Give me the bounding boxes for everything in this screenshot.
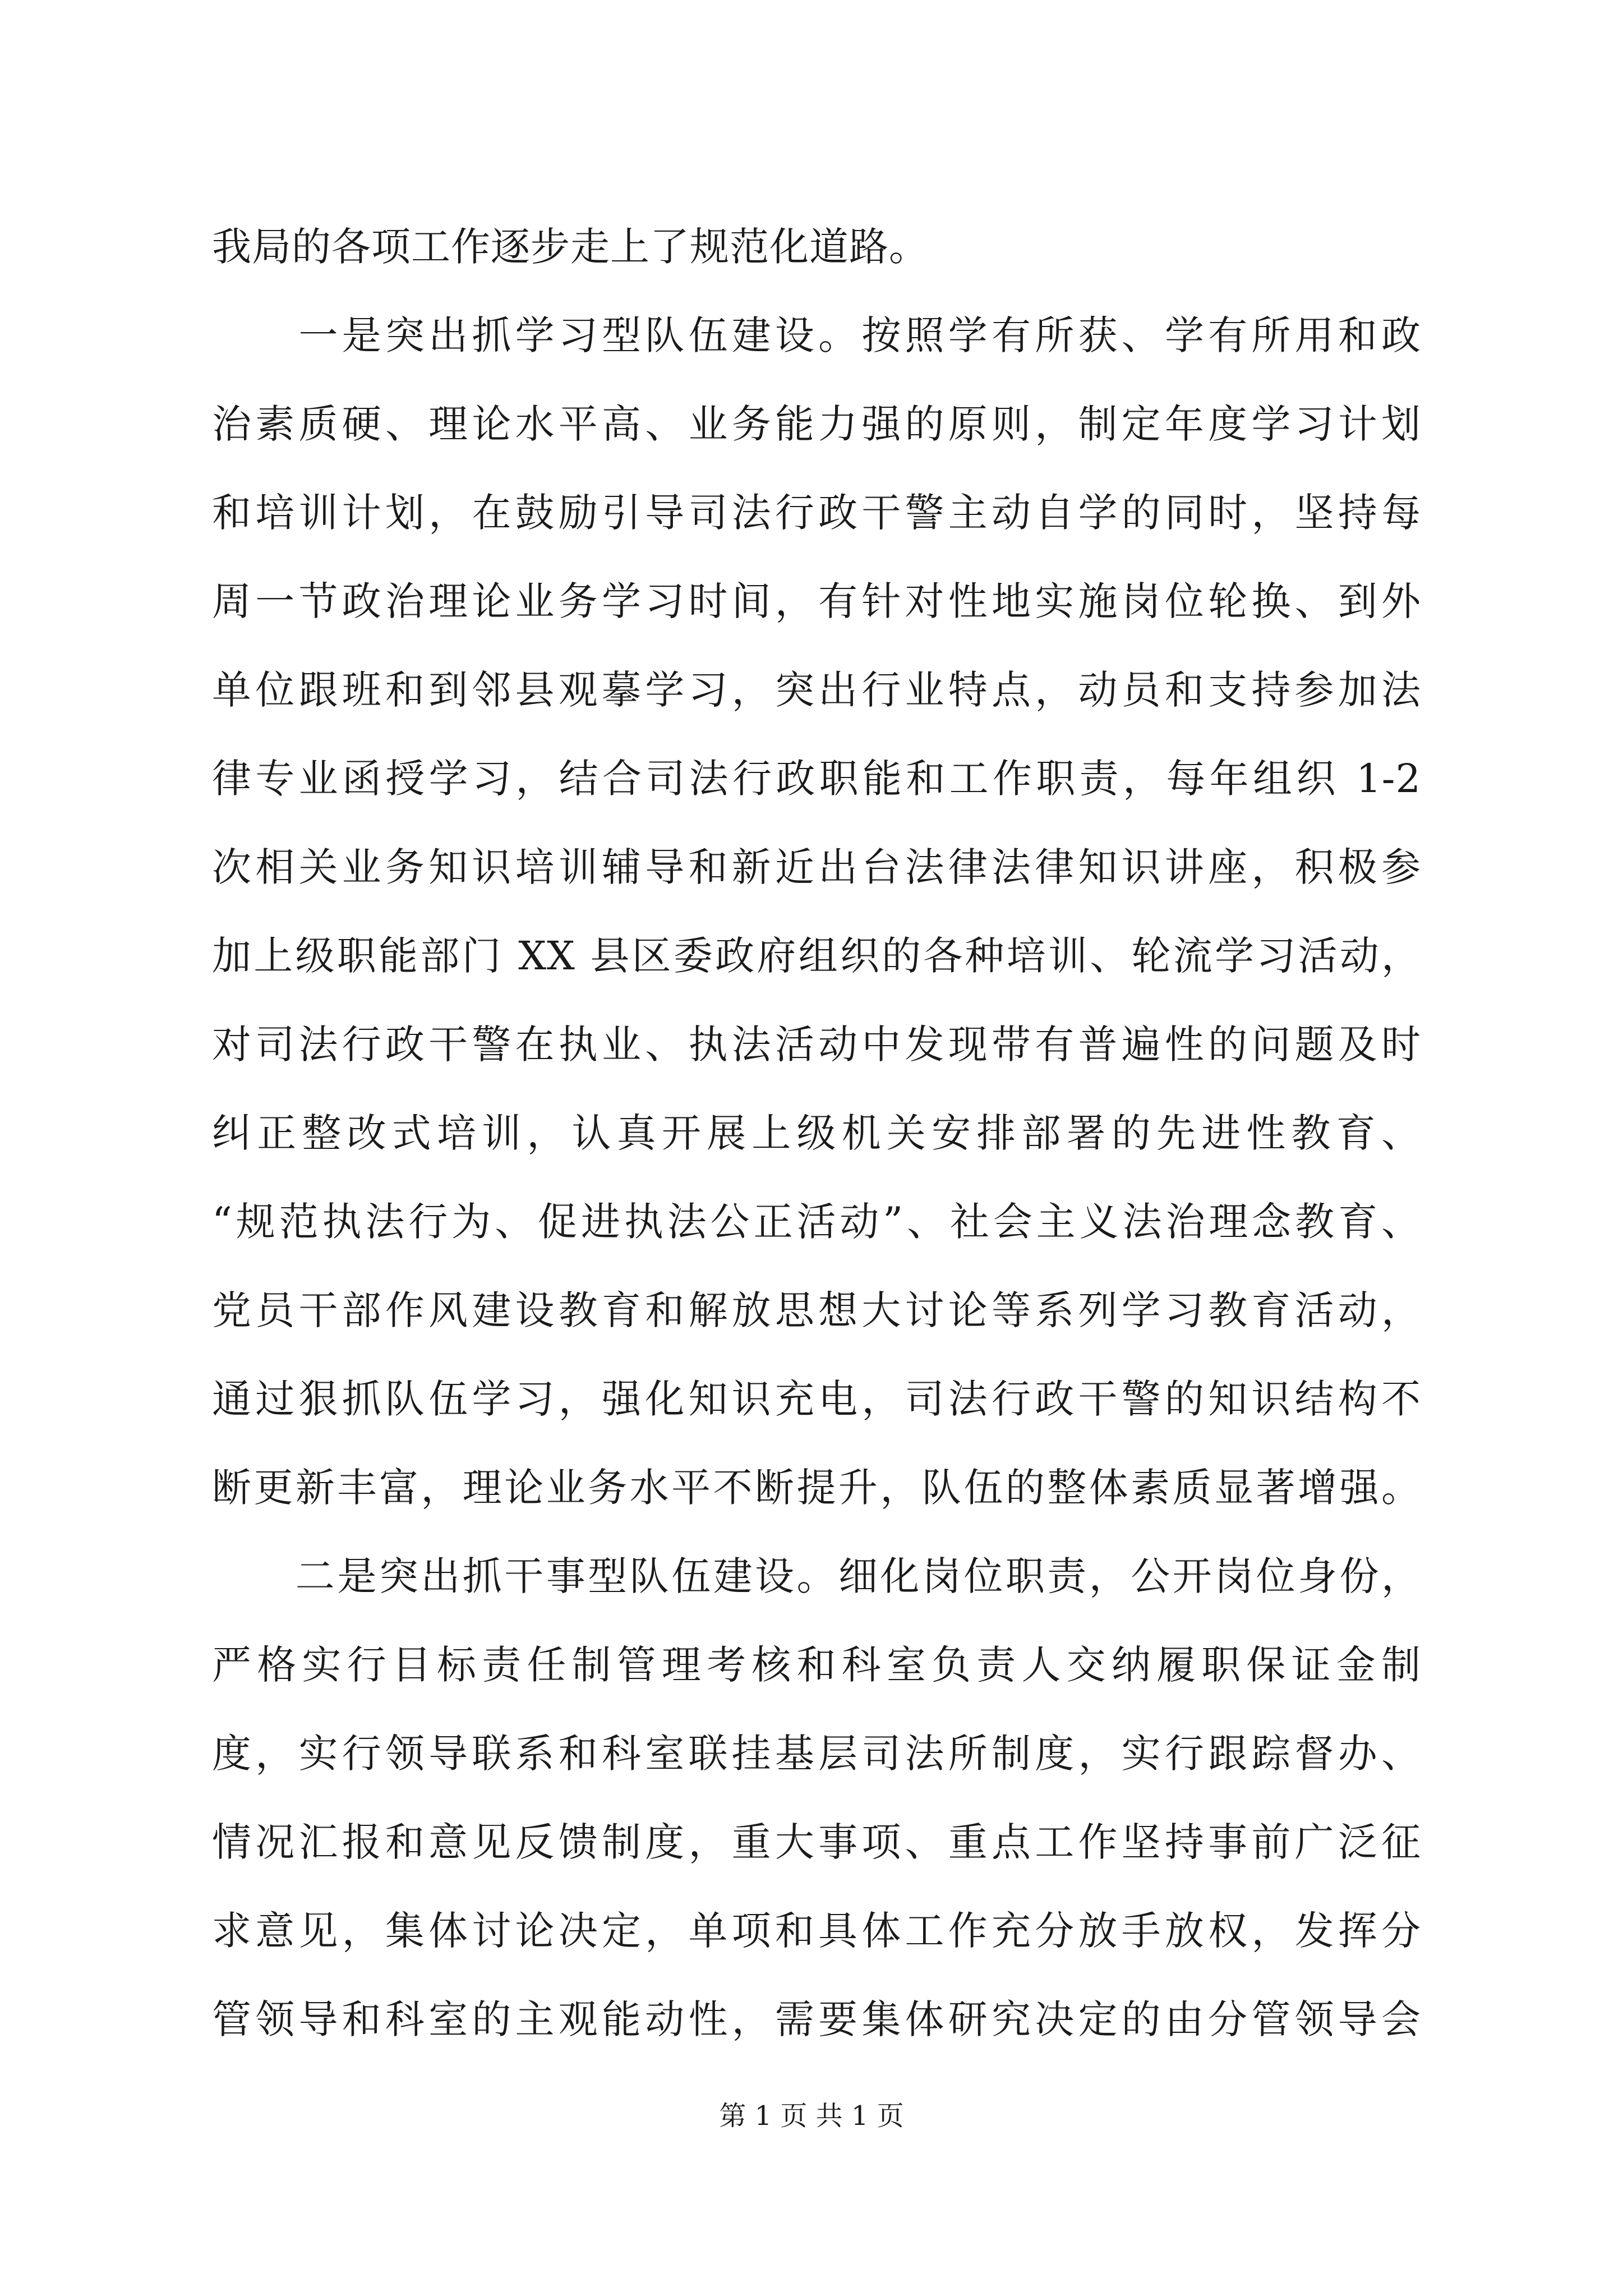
text-line: 党员干部作风建设教育和解放思想大讨论等系列学习教育活动，: [212, 1287, 1421, 1333]
text-line: 律专业函授学习，结合司法行政职能和工作职责，每年组织 1-2: [212, 756, 1421, 802]
text-line: 情况汇报和意见反馈制度，重大事项、重点工作坚持事前广泛征: [212, 1819, 1421, 1865]
text-line: “规范执法行为、促进执法公正活动”、社会主义法治理念教育、: [212, 1199, 1421, 1245]
text-line: 通过狠抓队伍学习，强化知识充电，司法行政干警的知识结构不: [212, 1376, 1421, 1422]
text-line: 次相关业务知识培训辅导和新近出台法律法律知识讲座，积极参: [212, 844, 1421, 890]
text-line: 加上级职能部门 XX 县区委政府组织的各种培训、轮流学习活动，: [212, 933, 1421, 979]
text-line: 度，实行领导联系和科室联挂基层司法所制度，实行跟踪督办、: [212, 1731, 1421, 1777]
text-line: 对司法行政干警在执业、执法活动中发现带有普遍性的问题及时: [212, 1022, 1421, 1068]
text-line: 纠正整改式培训，认真开展上级机关安排部署的先进性教育、: [212, 1110, 1421, 1156]
page-footer: [0, 2093, 1623, 2138]
text-line: 治素质硬、理论水平高、业务能力强的原则，制定年度学习计划: [212, 401, 1421, 447]
text-line: 一是突出抓学习型队伍建设。按照学有所获、学有所用和政: [212, 312, 1421, 358]
text-line: 二是突出抓干事型队伍建设。细化岗位职责，公开岗位身份，: [212, 1553, 1421, 1599]
text-line: 周一节政治理论业务学习时间，有针对性地实施岗位轮换、到外: [212, 578, 1421, 624]
text-line: 断更新丰富，理论业务水平不断提升，队伍的整体素质显著增强。: [212, 1465, 1421, 1511]
text-line: 严格实行目标责任制管理考核和科室负责人交纳履职保证金制: [212, 1642, 1421, 1688]
text-line: 管领导和科室的主观能动性，需要集体研究决定的由分管领导会: [212, 1996, 1421, 2042]
text-line: 求意见，集体讨论决定，单项和具体工作充分放手放权，发挥分: [212, 1908, 1421, 1954]
text-line: 和培训计划，在鼓励引导司法行政干警主动自学的同时，坚持每: [212, 490, 1421, 536]
text-line: 单位跟班和到邻县观摹学习，突出行业特点，动员和支持参加法: [212, 667, 1421, 713]
page-number-label: 第 1 页 共 1 页: [719, 2100, 904, 2132]
text-line: 我局的各项工作逐步走上了规范化道路。: [212, 224, 929, 270]
